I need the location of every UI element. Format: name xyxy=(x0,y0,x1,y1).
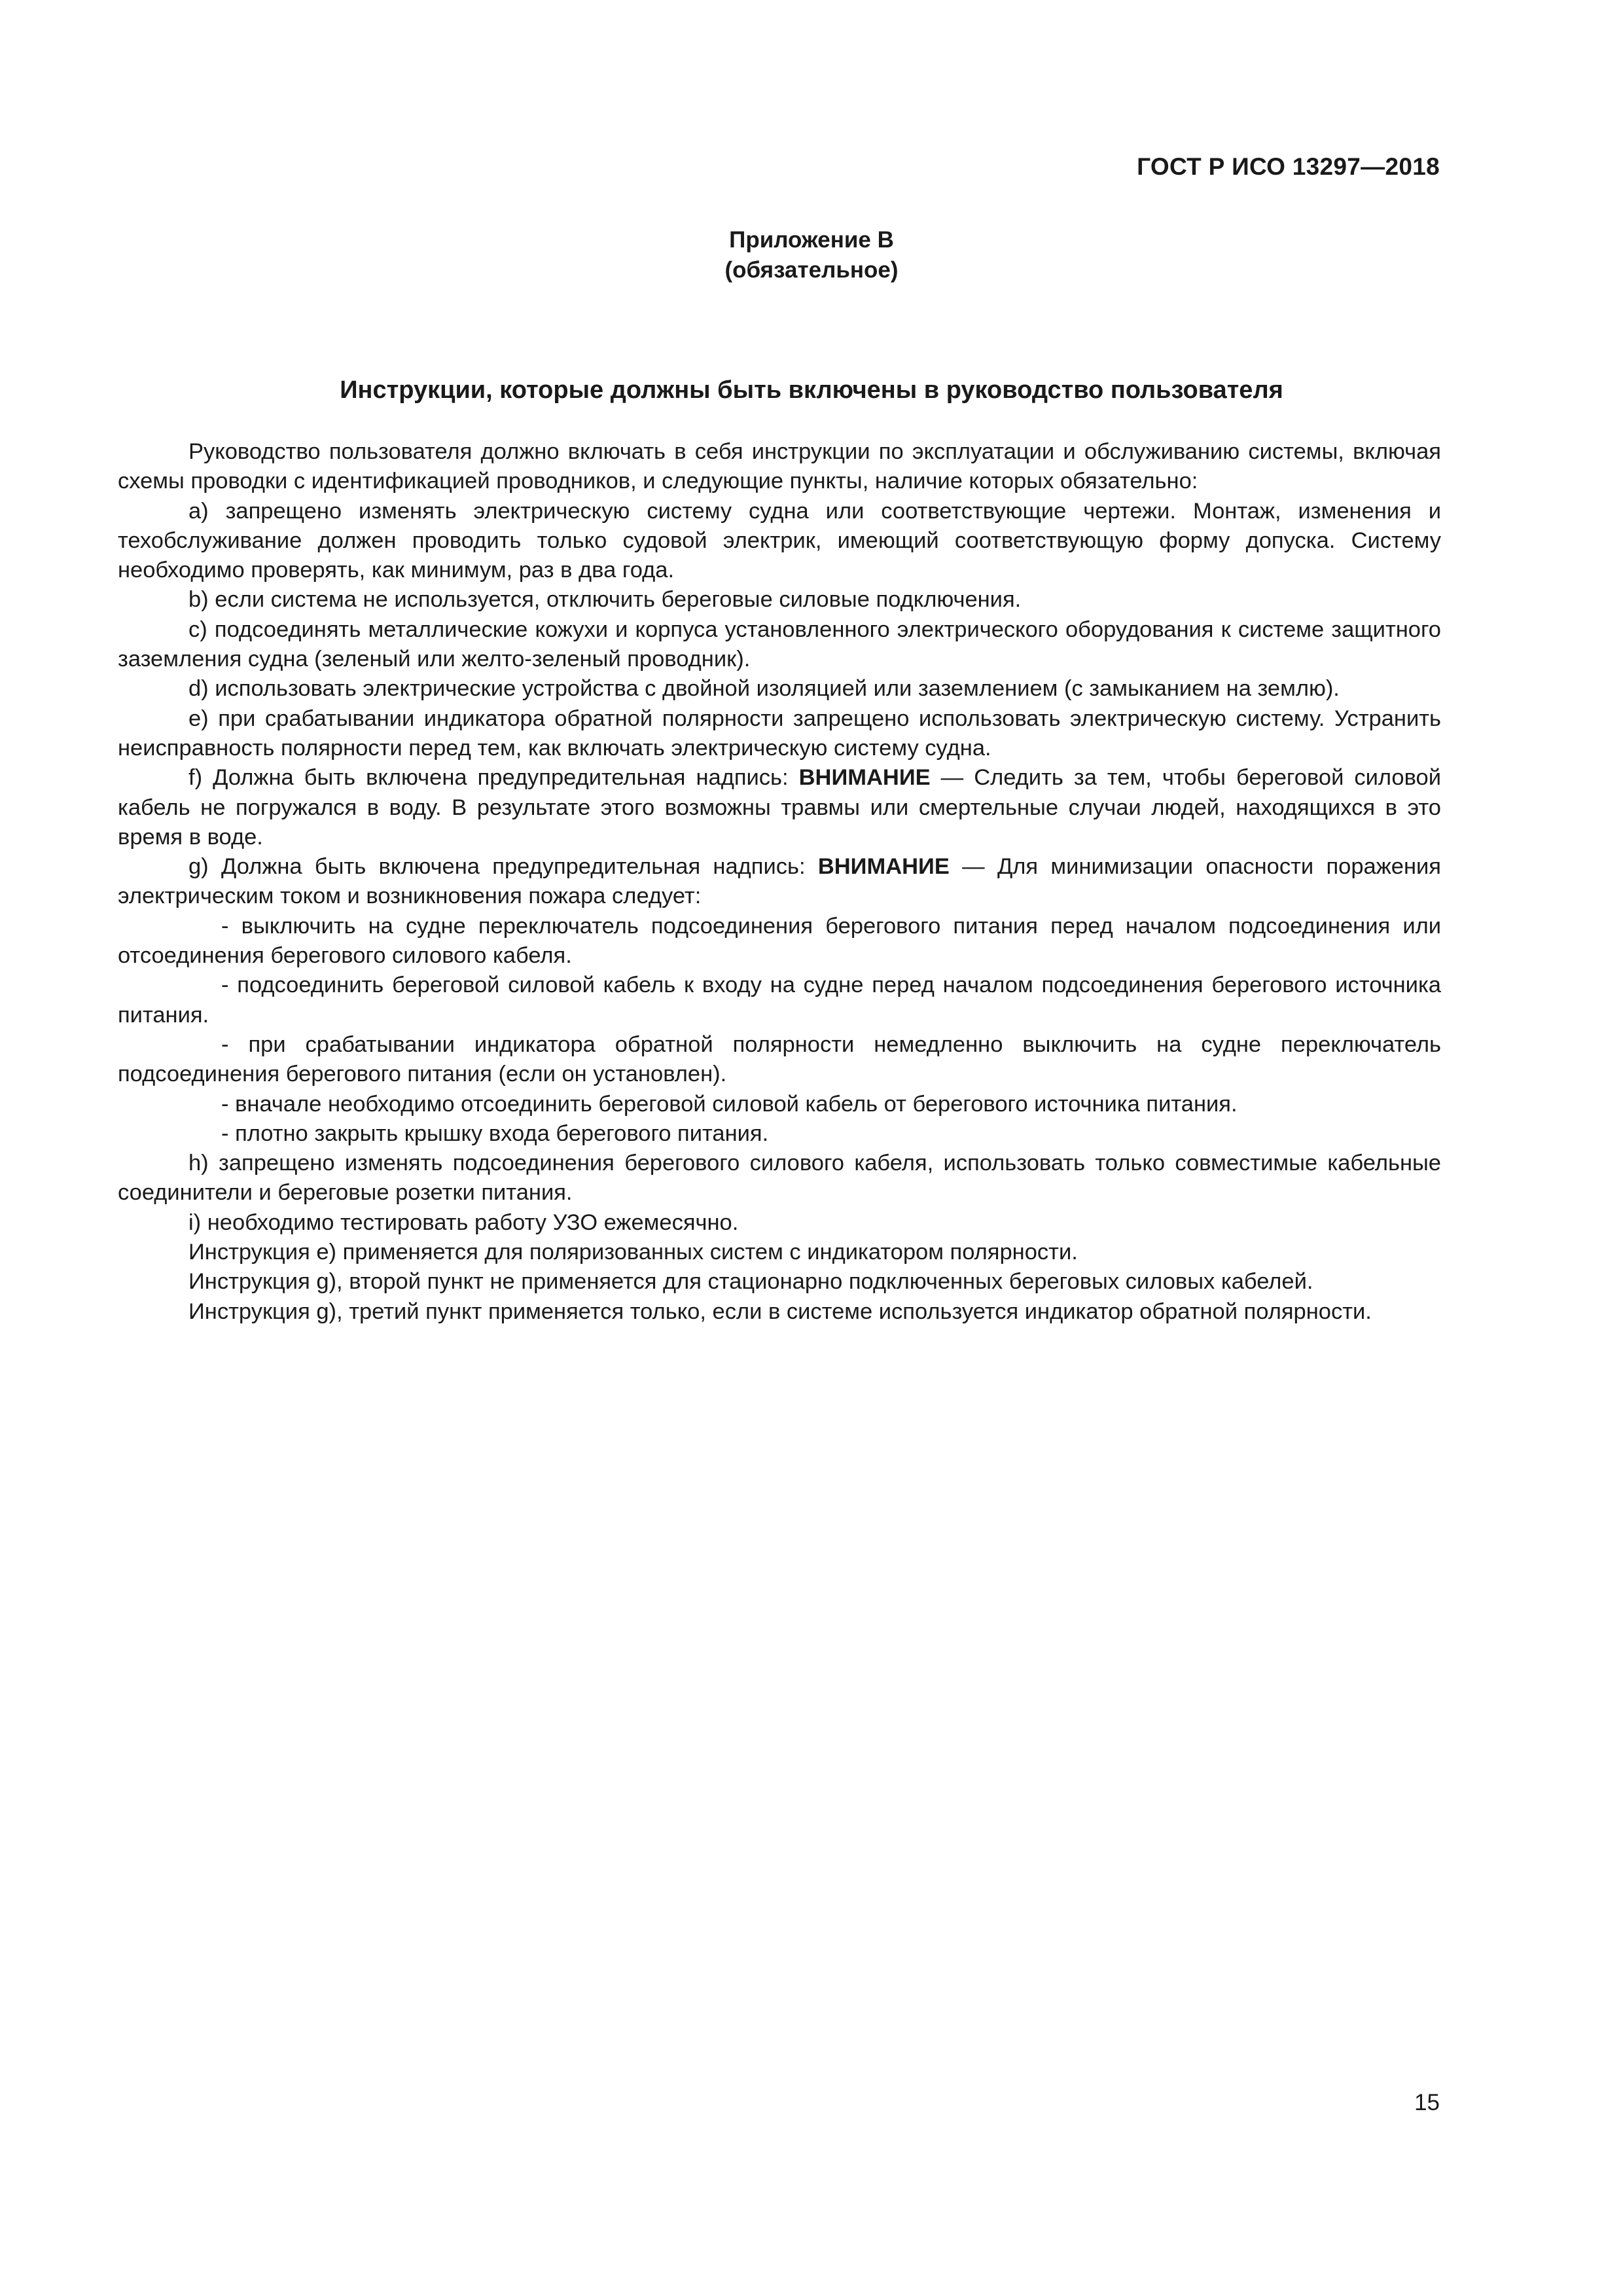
instruction-g-dash-2: - подсоединить береговой силовой кабель к входу на судне перед началом подсоединения берегового источника питания. xyxy=(118,973,1441,1028)
note-3: Инструкция g), третий пункт применяется только, если в системе используется индикатор обратной полярности. xyxy=(188,1299,1372,1324)
document-code: ГОСТ Р ИСО 13297—2018 xyxy=(1137,153,1440,180)
instruction-b: b) если система не используется, отключить береговые силовые подключения. xyxy=(188,587,1022,613)
instruction-f-text: — Следить за тем, чтобы береговой силовой кабель не погружался в воду. В результате этого возможны травмы или смертельные случаи людей, находящихся в это время в воде. xyxy=(118,765,1441,850)
instruction-c: c) подсоединять металлические кожухи и корпуса установленного электрического оборудования к системе защитного заземления судна (зеленый или желто-зеленый проводник). xyxy=(118,617,1441,672)
page-number: 15 xyxy=(1414,2090,1440,2115)
instruction-g-dash-4: - вначале необходимо отсоединить береговой силовой кабель от берегового источника питания. xyxy=(221,1091,1238,1117)
instruction-g xyxy=(118,852,1441,912)
instruction-g-prefix: g) Должна быть включена предупредительная надпись: xyxy=(188,854,818,880)
instruction-g-text: — Для минимизации опасности поражения электрическим током и возникновения пожара следует: xyxy=(118,854,1441,909)
warning-label-g: ВНИМАНИЕ xyxy=(817,854,950,880)
instruction-g-dash-5: - плотно закрыть крышку входа берегового питания. xyxy=(221,1121,769,1146)
instruction-f-prefix: f) Должна быть включена предупредительная надпись: xyxy=(188,765,799,791)
appendix-title: Приложение В xyxy=(729,227,894,253)
instruction-d: d) использовать электрические устройства с двойной изоляцией или заземлением (с замыканием на землю). xyxy=(188,676,1340,702)
appendix-heading xyxy=(0,225,1623,285)
instruction-f xyxy=(118,763,1441,852)
instruction-i: i) необходимо тестировать работу УЗО ежемесячно. xyxy=(188,1210,739,1235)
document-body xyxy=(118,437,1441,1327)
appendix-status: (обязательное) xyxy=(724,257,899,283)
instruction-g-dash-1: - выключить на судне переключатель подсоединения берегового питания перед началом подсоединения или отсоединения берегового силового кабеля. xyxy=(118,913,1441,969)
note-2: Инструкция g), второй пункт не применяется для стационарно подключенных береговых силовых кабелей. xyxy=(188,1269,1313,1295)
instruction-e: e) при срабатывании индикатора обратной полярности запрещено использовать электрическую систему. Устранить неисправность полярности перед тем, как включать электрическую систему судна. xyxy=(118,706,1441,761)
note-1: Инструкция е) применяется для поляризованных систем с индикатором полярности. xyxy=(188,1240,1078,1265)
instruction-a: a) запрещено изменять электрическую систему судна или соответствующие чертежи. Монтаж, изменения и техобслуживание должен проводить только судовой электрик, имеющий соответствующую форму допуска. Систему необходимо проверять, как минимум, раз в два года. xyxy=(118,498,1441,583)
instruction-h: h) запрещено изменять подсоединения берегового силового кабеля, использовать только совместимые кабельные соединители и береговые розетки питания. xyxy=(118,1151,1441,1206)
instruction-g-dash-3: - при срабатывании индикатора обратной полярности немедленно выключить на судне переключатель подсоединения берегового питания (если он установлен). xyxy=(118,1031,1441,1087)
intro-paragraph: Руководство пользователя должно включать в себя инструкции по эксплуатации и обслуживанию системы, включая схемы проводки с идентификацией проводников, и следующие пункты, наличие которых обязательно: xyxy=(118,439,1441,494)
section-title: Инструкции, которые должны быть включены в руководство пользователя xyxy=(340,376,1283,404)
warning-label-f: ВНИМАНИЕ xyxy=(798,765,931,791)
